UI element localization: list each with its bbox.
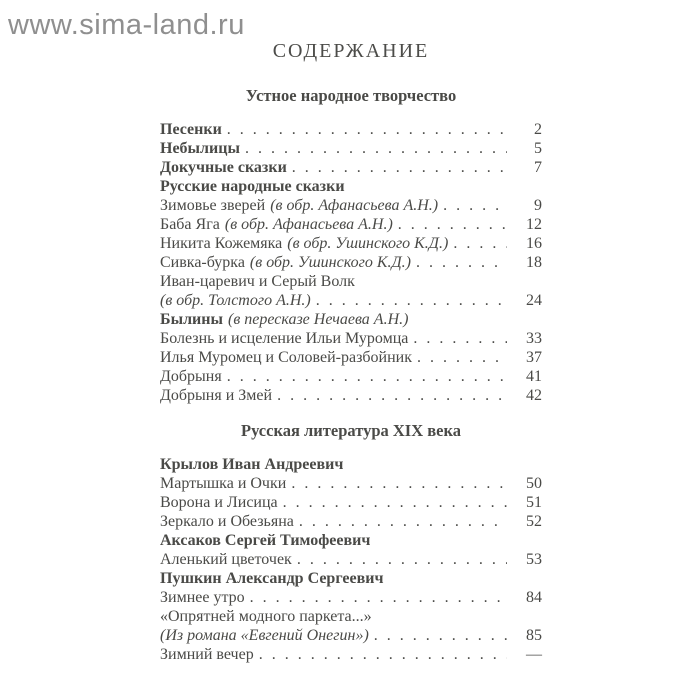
dot-leader — [299, 512, 507, 531]
watermark-text: www.sima-land.ru — [8, 9, 245, 41]
entry-title: Небылицы — [160, 140, 240, 157]
toc-entry — [160, 588, 542, 607]
entry-title: Пушкин Александр Сергеевич — [160, 570, 384, 587]
dot-leader — [413, 329, 507, 348]
toc-section — [160, 86, 542, 405]
toc-entry — [160, 158, 542, 177]
entry-page-number: 12 — [526, 216, 542, 233]
section-rows — [160, 455, 542, 664]
entry-title: Иван-царевич и Серый Волк — [160, 273, 355, 290]
entry-title: Добрыня и Змей — [160, 387, 273, 404]
entry-title: Зимнее утро — [160, 589, 245, 606]
dot-leader — [227, 367, 507, 386]
toc-entry — [160, 493, 542, 512]
entry-page-number: 84 — [526, 589, 542, 606]
entry-page-number: 16 — [526, 235, 542, 252]
toc-entry — [160, 272, 542, 291]
toc-entry — [160, 531, 542, 550]
section-rows — [160, 120, 542, 405]
entry-page-number: 18 — [526, 254, 542, 271]
entry-title: Илья Муромец и Соловей-разбойник — [160, 349, 412, 366]
dot-leader — [316, 291, 507, 310]
section-heading: Устное народное творчество — [245, 86, 457, 105]
entry-title: Мартышка и Очки — [160, 475, 287, 492]
dot-leader — [416, 253, 507, 272]
dot-leader — [283, 493, 507, 512]
entry-title: Аленький цветочек — [160, 551, 292, 568]
entry-page-number: 51 — [526, 494, 542, 511]
dot-leader — [250, 588, 507, 607]
entry-title: Былины — [160, 311, 223, 328]
toc-entry — [160, 234, 542, 253]
dot-leader — [259, 645, 507, 664]
toc-entry — [160, 645, 542, 664]
toc-entry — [160, 215, 542, 234]
toc-entry — [160, 550, 542, 569]
entry-page-number: 24 — [526, 292, 542, 309]
toc-entry — [160, 310, 542, 329]
toc-entry — [160, 177, 542, 196]
dot-leader — [292, 158, 507, 177]
entry-title: Болезнь и исцеление Ильи Муромца — [160, 330, 409, 347]
entry-page-number: 53 — [526, 551, 542, 568]
entry-page-number: 7 — [534, 159, 542, 176]
toc-sections — [160, 86, 542, 664]
toc-entry — [160, 196, 542, 215]
toc-entry — [160, 386, 542, 405]
entry-page-number: 37 — [526, 349, 542, 366]
toc-entry — [160, 569, 542, 588]
dot-leader — [291, 474, 507, 493]
entry-title: Крылов Иван Андреевич — [160, 456, 344, 473]
dot-leader — [277, 386, 507, 405]
entry-title: Баба Яга — [160, 216, 220, 233]
entry-page-number: 52 — [526, 513, 542, 530]
entry-page-number: 42 — [526, 387, 542, 404]
entry-title: Зимний вечер — [160, 646, 254, 663]
dot-leader — [374, 626, 507, 645]
toc-entry — [160, 329, 542, 348]
entry-title: Ворона и Лисица — [160, 494, 278, 511]
entry-page-number: 33 — [526, 330, 542, 347]
section-heading: Русская литература XIX века — [240, 421, 462, 440]
toc-entry — [160, 474, 542, 493]
toc-entry — [160, 253, 542, 272]
table-of-contents — [160, 40, 542, 664]
toc-entry — [160, 512, 542, 531]
toc-entry — [160, 626, 542, 645]
entry-page-number: — — [526, 646, 542, 663]
toc-entry — [160, 291, 542, 310]
entry-note: (в обр. Афанасьева А.Н.) — [270, 197, 439, 214]
entry-page-number: 2 — [534, 121, 542, 138]
dot-leader — [245, 139, 507, 158]
entry-note: (в обр. Афанасьева А.Н.) — [224, 216, 393, 233]
dot-leader — [398, 215, 507, 234]
entry-title: Русские народные сказки — [160, 178, 345, 195]
toc-entry — [160, 348, 542, 367]
entry-note: (в обр. Толстого А.Н.) — [160, 292, 311, 309]
entry-title: Песенки — [160, 121, 222, 138]
entry-title: Зеркало и Обезьяна — [160, 513, 294, 530]
entry-title: «Опрятней модного паркета...» — [160, 608, 372, 625]
dot-leader — [443, 196, 507, 215]
entry-note: (в обр. Ушинского К.Д.) — [287, 235, 449, 252]
entry-page-number: 50 — [526, 475, 542, 492]
entry-title: Аксаков Сергей Тимофеевич — [160, 532, 371, 549]
page-title: СОДЕРЖАНИЕ — [272, 40, 430, 62]
entry-page-number: 41 — [526, 368, 542, 385]
entry-title: Докучные сказки — [160, 159, 287, 176]
toc-entry — [160, 607, 542, 626]
entry-note: (в пересказе Нечаева А.Н.) — [227, 311, 409, 328]
entry-page-number: 85 — [526, 627, 542, 644]
toc-entry — [160, 120, 542, 139]
entry-title: Никита Кожемяка — [160, 235, 283, 252]
entry-note: (в обр. Ушинского К.Д.) — [249, 254, 411, 271]
entry-title: Зимовье зверей — [160, 197, 266, 214]
toc-section — [160, 421, 542, 664]
dot-leader — [453, 234, 507, 253]
dot-leader — [417, 348, 507, 367]
toc-entry — [160, 367, 542, 386]
toc-entry — [160, 139, 542, 158]
dot-leader — [227, 120, 507, 139]
dot-leader — [297, 550, 507, 569]
entry-page-number: 5 — [534, 140, 542, 157]
toc-entry — [160, 455, 542, 474]
entry-title: Добрыня — [160, 368, 222, 385]
entry-title: Сивка-бурка — [160, 254, 245, 271]
entry-page-number: 9 — [534, 197, 542, 214]
entry-note: (Из романа «Евгений Онегин») — [160, 627, 369, 644]
